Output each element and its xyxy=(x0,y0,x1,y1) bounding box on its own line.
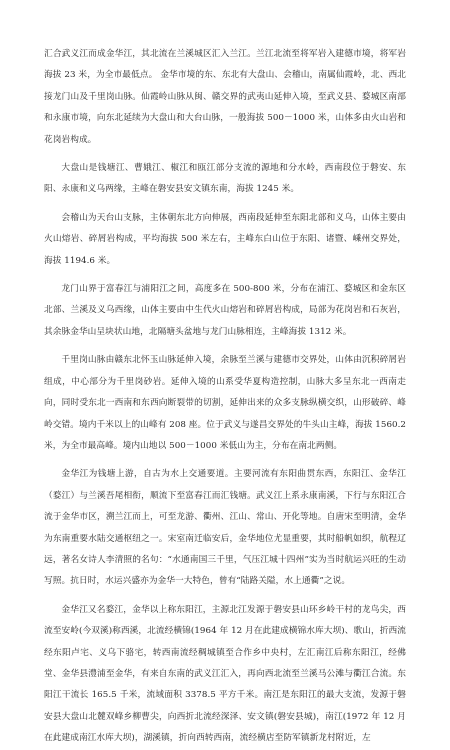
paragraph-jinhua-river-transport: 金华江为钱塘上游，自古为水上交通要道。主要河流有东阳曲贯东西，东阳江、金华江（婺江）与兰溪吾尾相衔，顺流下至富春江而汇钱塘。武义江上系永康南溪，下行与东阳江合流于金华市区，溯兰江而上，可至龙游、衢州、江山、常山、开化等地。自唐宋至明清，金华为东南重要水陆交通枢纽之一。宋室南迁临安后，金华地位尤显重要，其时船帆如织，航程辽远，著名女诗人李清照的名句：“水通南国三千里，气压江城十四州”实为当时航运兴旺的生动写照。抗日时，水运兴盛亦为金华一大特色，曾有“陆路关隘，水上通衢”之说。 xyxy=(44,469,406,587)
paragraph-wujiang-river: 金华江又名婺江，金华以上称东阳江，主源北江发源于磐安县山环乡岭干村的龙鸟尖，西流至安岭(今双溪)称西溪，北流经横锦(1964 年 12 月在此建成横锦水库大坝)、歌山，折西流经东阳卢宅、义乌下骆宅，转西南流经稠城镇至合作乡中央村，左汇南江后称东阳江，经佛堂、金华县澧浦至金华，有来自东南的武义江汇入，再向西北流至兰溪马公滩与衢江合流。东阳江干流长 165.5 千米，流域面积 3378.5 平方千米。南江是东阳江的最大支流，发源于磐安县大盘山北麓双峰乡柳曹尖，向西折北流经深泽、安文镇(磐安县城)，南江(1972 年 12 月在此建成南江水库大坝)，湖溪镇，折向西转西南，流经横店至防军镇新龙村附近，左 xyxy=(44,604,406,744)
paragraph-longmen-mountain: 龙门山界于富春江与浦阳江之间，高度多在 500-800 米，分布在浦江、婺城区和金东区北部、兰溪及义乌西缘，山体主要由中生代火山熔岩和碎屑岩构成，局部为花岗岩和石灰岩，其余脉金华山呈块状山地，北隔塘头盆地与龙门山脉相连，主峰海拔 1312 米。 xyxy=(44,284,406,337)
paragraph-jinhua-rivers-mountains: 汇合武义江而成金华江，其北流在兰溪城区汇入兰江。兰江北流至将军岩入建德市境，将军岩海拔 23 米，为全市最低点。 金华市境的东、东北有大盘山、会稽山，南属仙霞岭，北、西北接龙门山及千里岗山脉。仙霞岭山脉从闽、赣交界的武夷山延伸入境，至武义县、婺城区南部和永康市境，向东北延续为大盘山和大台山脉，一般海拔 500－1000 米，山体多由火山岩和花岗岩构成。 xyxy=(44,49,406,145)
paragraph-qianligang-mountain: 千里岗山脉由赣东北怀玉山脉延伸入境，余脉至兰溪与建德市交界处，山体由沉积碎屑岩组成，中心部分为千里岗砂岩。延伸入境的山系受华夏构造控制，山脉大多呈东北一西南走向，同时受东北一西南和东西向断裂带的切割，延伸出来的众多支脉纵横交织，山形破碎、峰岭交错。境内千米以上的山峰有 208 座。位于武义与遂昌交界处的牛头山主峰，海拔 1560.2 米，为全市最高峰。境内山地以 500－1000 米低山为主，分布在南北两侧。 xyxy=(44,355,406,451)
paragraph-dapan-mountain: 大盘山是钱塘江、曹娥江、椒江和瓯江部分支流的源地和分水岭，西南段位于磐安、东阳、永康和义乌两缘，主峰在磐安县安文镇东南，海拔 1245 米。 xyxy=(44,163,406,195)
document-body xyxy=(44,44,406,750)
paragraph-kuaiji-mountain: 会稽山为天台山支脉，主体朝东北方向伸展，西南段延伸至东阳北部和义乌，山体主要由火山熔岩、碎屑岩构成，平均海拔 500 米左右，主峰东白山位于东阳、诸暨、嵊州交界处，海拔 1194.6 米。 xyxy=(44,212,406,266)
